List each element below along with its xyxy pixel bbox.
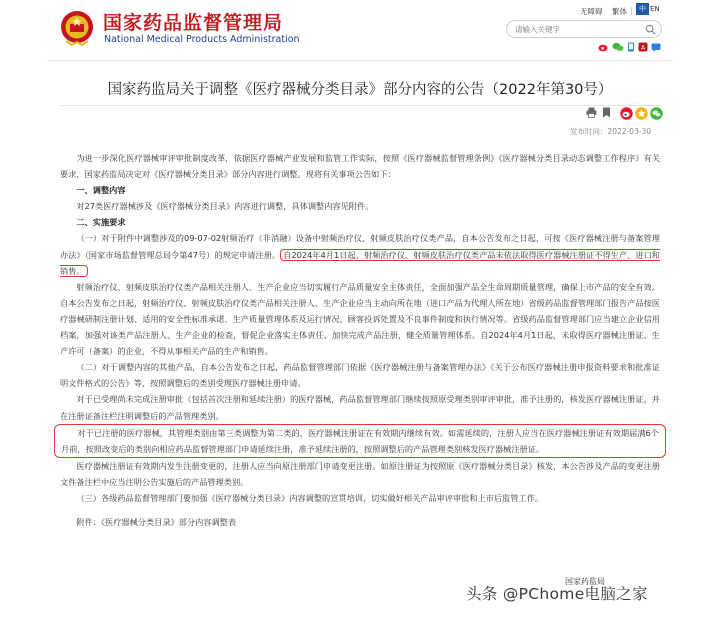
- mobile-icon[interactable]: [627, 42, 635, 52]
- paragraph-requirement-1: [60, 230, 660, 278]
- separator: |: [630, 6, 633, 15]
- site-subtitle: National Medical Products Administration: [104, 34, 300, 45]
- favorite-icon[interactable]: [601, 107, 612, 118]
- national-emblem-icon[interactable]: [60, 9, 94, 47]
- paragraph-requirement-2: （二）对于调整内容的其他产品，自本公告发布之日起，药品监督管理部门依据《医疗器械注册与备案管理办法》《关于公布医疗器械注册申报资料要求和批准证明文件格式的公告》等，按照调整后的类别受理医疗器械注册申请。: [60, 362, 660, 389]
- highlight-registered-devices: 对于已注册的医疗器械，其管理类别由第三类调整为第二类的，医疗器械注册证在有效期内继续有效。如需延续的，注册人应当在医疗器械注册证有效期届满6个月前，按照改变后的类别向相应药品监督管理部门申请延续注册，准予延续注册的，按照调整后的产品管理类别核发医疗器械注册证。: [54, 424, 666, 458]
- issuer-signature: 国家药监局: [565, 577, 605, 586]
- paragraph-requirement-3: （三）各级药品监督管理部门要加强《医疗器械分类目录》内容调整的宣贯培训，切实做好相关产品审评审批和上市后监管工作。: [76, 492, 544, 503]
- print-icon[interactable]: [586, 107, 597, 118]
- search-icon[interactable]: [645, 24, 656, 35]
- paragraph-intro: 为进一步深化医疗器械审评审批制度改革，依据医疗器械产业发展和监管工作实际，按照《医疗器械监督管理条例》《医疗器械分类目录动态调整工作程序》有关要求，国家药监局决定对《医疗器械分类目录》部分内容进行调整。现将有关事项公告如下：: [60, 153, 660, 180]
- section-heading-adjustment: 一、调整内容: [76, 185, 126, 196]
- traditional-chinese-link[interactable]: 繁体: [612, 7, 627, 16]
- paragraph-requirement-1-detail: 射频治疗仪、射频皮肤治疗仪类产品相关注册人、生产企业应当切实履行产品质量安全主体责任，全面加强产品全生命周期质量管理，确保上市产品的安全有效。自本公告发布之日起，射频治疗仪、射频皮肤治疗仪类产品相关注册人、生产企业应当主动向所在地（进口产品为代理人所在地）省级药品监督管理部门报告产品按医疗器械研制注册计划、适用的安全性标准承诺、生产质量管理体系及运行情况、顾客投诉处置及不良事件制度和执行情况等。省级药品监督管理部门应当建立企业信用档案，加强对该类产品注册人、生产企业的检查，督促企业落实主体责任、加快完成产品注册，健全质量管理体系。自2024年4月1日起，未取得医疗器械注册证、生产许可（备案）的企业，不得从事相关产品的生产和销售。: [60, 281, 660, 357]
- article-body: [60, 150, 660, 530]
- paragraph-adjustment: 对27类医疗器械涉及《医疗器械分类目录》内容进行调整，具体调整内容见附件。: [76, 201, 374, 212]
- site-title[interactable]: 国家药品监督管理局: [103, 12, 284, 34]
- weibo-share-icon[interactable]: [620, 107, 633, 120]
- title-divider: [60, 105, 660, 106]
- section-heading-requirements: 二、实施要求: [76, 217, 126, 228]
- lang-chinese-button[interactable]: 中: [636, 3, 649, 15]
- highlight-deadline: 自2024年4月1日起，射频治疗仪、射频皮肤治疗仪类产品未依法取得医疗器械注册证不得生产、进口和销售。: [60, 249, 660, 276]
- qzone-share-icon[interactable]: [635, 107, 648, 120]
- paragraph-pending-registration: 对于已受理尚未完成注册审批（包括首次注册和延续注册）的医疗器械，药品监督管理部门继续按照原受理类别审评审批，准予注册的，核发医疗器械注册证，并在注册证备注栏注明调整后的产品管理类别。: [60, 394, 660, 421]
- paragraph-change-registration: 医疗器械注册证有效期内发生注册变更的，注册人应当向原注册部门申请变更注册。如原注册证为按照原《医疗器械分类目录》核发，本公告涉及产品的变更注册文件备注栏中应当注明公告实施后的产品管理类别。: [60, 460, 660, 487]
- wechat-share-icon[interactable]: [650, 107, 663, 120]
- site-header: [0, 0, 720, 58]
- attachment-link[interactable]: 附件：《医疗器械分类目录》部分内容调整表: [76, 517, 237, 528]
- requirement-1-text: （一）对于附件中调整涉及的09-07-02射频治疗（非消融）设备中射频治疗仪、射频皮肤治疗仪类产品，自本公告发布之日起，可按《医疗器械注册与备案管理办法》（国家市场监督管理总局令第47号）的规定申请注册。: [60, 233, 660, 260]
- search-box: [506, 20, 662, 38]
- wechat-icon[interactable]: [612, 42, 624, 52]
- message-icon[interactable]: [651, 42, 661, 52]
- weibo-icon[interactable]: [598, 42, 609, 52]
- publish-date: 发布时间：2022-03-30: [570, 127, 652, 136]
- svg-text:A: A: [640, 44, 646, 52]
- search-input[interactable]: [515, 23, 643, 36]
- accessibility-link[interactable]: 无障碍: [580, 7, 603, 16]
- app-icon[interactable]: [638, 42, 648, 52]
- watermark: 头条 @PChome电脑之家: [466, 585, 648, 603]
- lang-english-button[interactable]: EN: [650, 5, 660, 13]
- page-title: 国家药监局关于调整《医疗器械分类目录》部分内容的公告（2022年第30号）: [107, 82, 613, 98]
